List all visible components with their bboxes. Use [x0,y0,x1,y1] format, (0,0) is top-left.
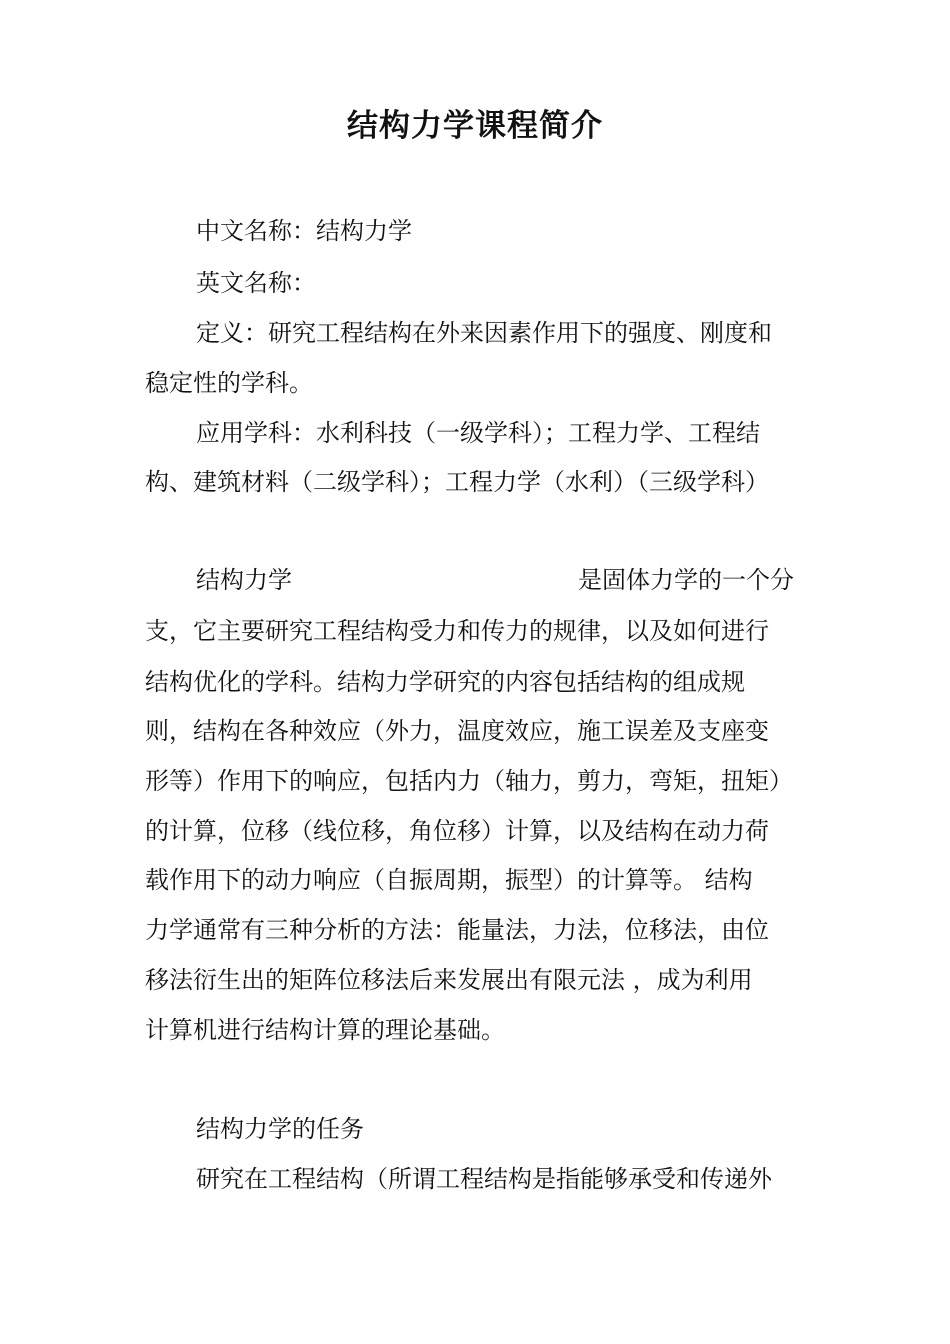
english-name-label: 英文名称： [196,269,316,297]
chinese-name-value: 结构力学 [316,217,412,245]
definition-line-2: 稳定性的学科。 [145,369,313,397]
chinese-name-line [196,214,412,248]
document-title: 结构力学课程简介 [347,108,603,144]
application-line-2: 构、建筑材料（二级学科）；工程力学（水利）（三级学科） [145,468,769,496]
application-line-1: 应用学科：水利科技（一级学科）；工程力学、工程结 [196,419,760,447]
tasks-heading: 结构力学的任务 [196,1115,364,1143]
english-name-line [196,266,316,300]
intro-line-8: 力学通常有三种分析的方法：能量法，力法，位移法，由位 [145,916,769,944]
intro-line-7: 载作用下的动力响应（自振周期，振型）的计算等。 结构 [145,866,753,894]
intro-line-3: 结构优化的学科。结构力学研究的内容包括结构的组成规 [145,668,745,696]
intro-line-9: 移法衍生出的矩阵位移法后来发展出有限元法 ，成为利用 [145,966,753,994]
intro-line-4: 则，结构在各种效应（外力，温度效应，施工误差及支座变 [145,717,769,745]
chinese-name-label: 中文名称： [196,217,316,245]
intro-line-10: 计算机进行结构计算的理论基础。 [145,1016,505,1044]
definition-line-1: 定义：研究工程结构在外来因素作用下的强度、刚度和 [196,319,772,347]
intro-subject: 结构力学 [196,566,292,594]
tasks-line-1: 研究在工程结构（所谓工程结构是指能够承受和传递外 [196,1165,772,1193]
intro-line-2: 支，它主要研究工程结构受力和传力的规律，以及如何进行 [145,617,769,645]
intro-line-6: 的计算，位移（线位移，角位移）计算，以及结构在动力荷 [145,817,769,845]
intro-line-1 [196,563,794,597]
intro-line-1-right: 是固体力学的一个分 [578,566,794,594]
intro-line-5: 形等）作用下的响应，包括内力（轴力，剪力，弯矩，扭矩） [145,767,793,795]
